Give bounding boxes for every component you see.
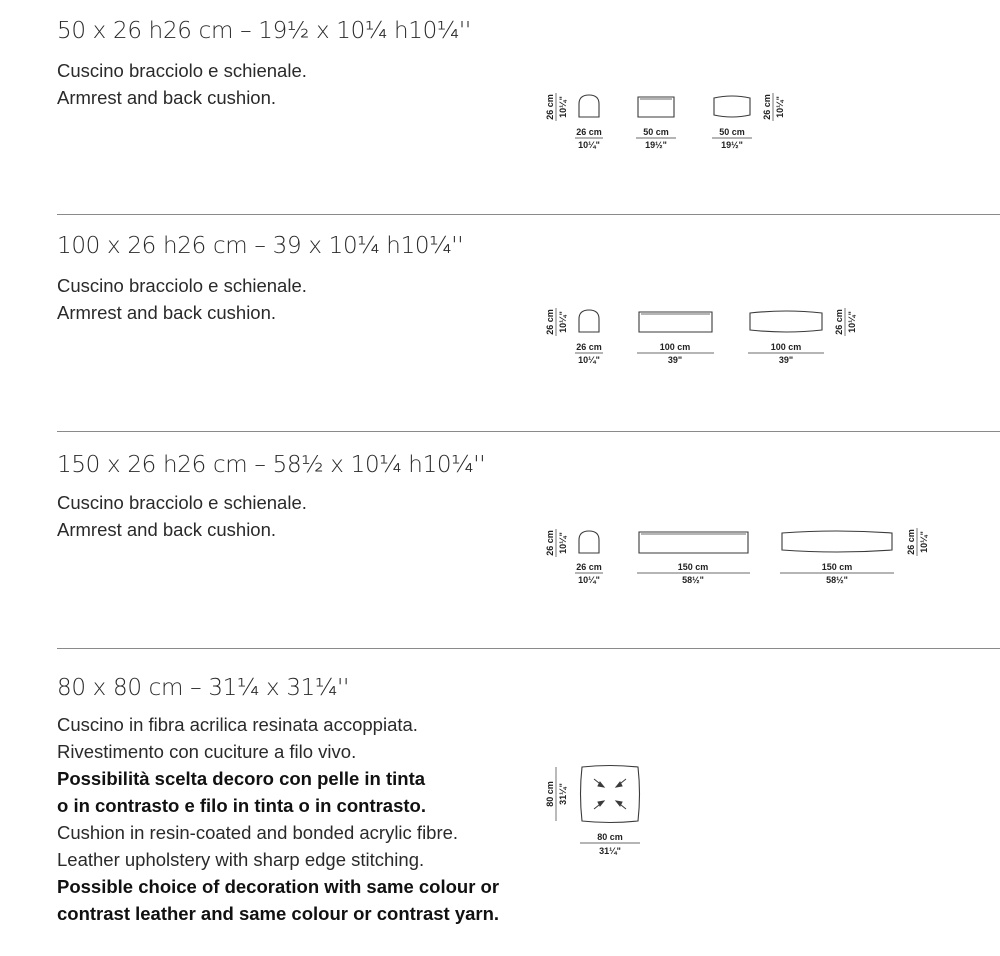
- dim-side-width-cm: 26 cm: [576, 342, 602, 352]
- dim-side-height-in: 10¼": [558, 532, 568, 554]
- product-title: 100 x 26 h26 cm – 39 x 10¼ h10¼'': [57, 233, 464, 259]
- dim-side-height-in: 10¼": [558, 96, 568, 118]
- dim-side-height-cm: 26 cm: [545, 309, 555, 335]
- dim-front-width-cm: 100 cm: [770, 342, 802, 352]
- dim-side-width-in: 10¼": [578, 355, 600, 365]
- product-section-2: [0, 215, 1000, 432]
- description-line: Leather upholstery with sharp edge stitching.: [57, 849, 425, 870]
- description-line: contrast leather and same colour or contrast yarn.: [57, 903, 500, 924]
- dim-top-width-in: 58½": [682, 575, 704, 585]
- dim-side-width-in: 10¼": [578, 140, 600, 150]
- description-line: Cuscino bracciolo e schienale.: [57, 60, 307, 81]
- description-line: Cuscino bracciolo e schienale.: [57, 275, 307, 296]
- dim-front-height-in: 10¼": [847, 311, 857, 333]
- dim-front-height-in: 10¼": [775, 96, 785, 118]
- description-line: Rivestimento con cuciture a filo vivo.: [57, 741, 357, 762]
- technical-drawing: [0, 649, 1000, 956]
- dim-front-height-cm: 26 cm: [906, 529, 916, 555]
- dim-front-width-in: 19½": [721, 140, 743, 150]
- dim-top-width-cm: 100 cm: [659, 342, 691, 352]
- description-line: Cushion in resin-coated and bonded acrylic fibre.: [57, 822, 459, 843]
- dim-front-width-cm: 150 cm: [821, 562, 853, 572]
- dim-side-height-in: 10¼": [558, 311, 568, 333]
- description-line: Armrest and back cushion.: [57, 519, 277, 540]
- dim-side-width-in: 10¼": [578, 575, 600, 585]
- side-view-shape: [579, 310, 599, 332]
- product-title: 150 x 26 h26 cm – 58½ x 10¼ h10¼'': [57, 452, 486, 478]
- top-view-shape: [639, 532, 748, 553]
- top-view-shape: [639, 312, 712, 332]
- front-view-shape: [782, 531, 892, 552]
- description-line: Possible choice of decoration with same colour or: [57, 876, 500, 897]
- dim-top-width-in: 19½": [645, 140, 667, 150]
- dim-side-width-cm: 26 cm: [576, 127, 602, 137]
- dim-top-width-in: 39": [667, 355, 683, 365]
- dim-side-height-in: 31¼": [558, 783, 568, 805]
- product-title: 80 x 80 cm – 31¼ x 31¼'': [57, 675, 350, 701]
- dim-side-height-cm: 26 cm: [545, 530, 555, 556]
- description-line: o in contrasto e filo in tinta o in contrasto.: [57, 795, 426, 816]
- front-view-shape: [750, 311, 822, 332]
- front-view-shape: [714, 96, 750, 117]
- product-section-4: [0, 649, 1000, 956]
- description-line: Armrest and back cushion.: [57, 87, 277, 108]
- technical-drawing: [0, 215, 1000, 432]
- dim-front-height-in: 10¼": [919, 531, 929, 553]
- dim-side-height-cm: 26 cm: [545, 94, 555, 120]
- dim-side-width-cm: 26 cm: [576, 562, 602, 572]
- dim-top-width-cm: 50 cm: [643, 127, 669, 137]
- side-view-shape: [579, 531, 599, 553]
- product-section-3: [0, 432, 1000, 649]
- dim-side-height-cm: 80 cm: [545, 781, 555, 807]
- dim-front-height-cm: 26 cm: [834, 309, 844, 335]
- description-line: Armrest and back cushion.: [57, 302, 277, 323]
- square-cushion-shape: [581, 766, 640, 823]
- dim-front-width-in: 39": [778, 355, 794, 365]
- dim-top-width-in: 31¼": [599, 846, 621, 856]
- description-line: Possibilità scelta decoro con pelle in tinta: [57, 768, 426, 789]
- product-title: 50 x 26 h26 cm – 19½ x 10¼ h10¼'': [57, 18, 471, 44]
- dim-front-width-cm: 50 cm: [719, 127, 745, 137]
- side-view-shape: [579, 95, 599, 117]
- dim-top-width-cm: 150 cm: [677, 562, 709, 572]
- top-view-shape: [638, 97, 674, 117]
- technical-drawing: [0, 0, 1000, 215]
- description-line: Cuscino bracciolo e schienale.: [57, 492, 307, 513]
- description-line: Cuscino in fibra acrilica resinata accoppiata.: [57, 714, 418, 735]
- dim-front-height-cm: 26 cm: [762, 94, 772, 120]
- technical-drawing: [0, 432, 1000, 649]
- dim-front-width-in: 58½": [826, 575, 848, 585]
- product-section-1: [0, 0, 1000, 215]
- dim-top-width-cm: 80 cm: [597, 832, 623, 842]
